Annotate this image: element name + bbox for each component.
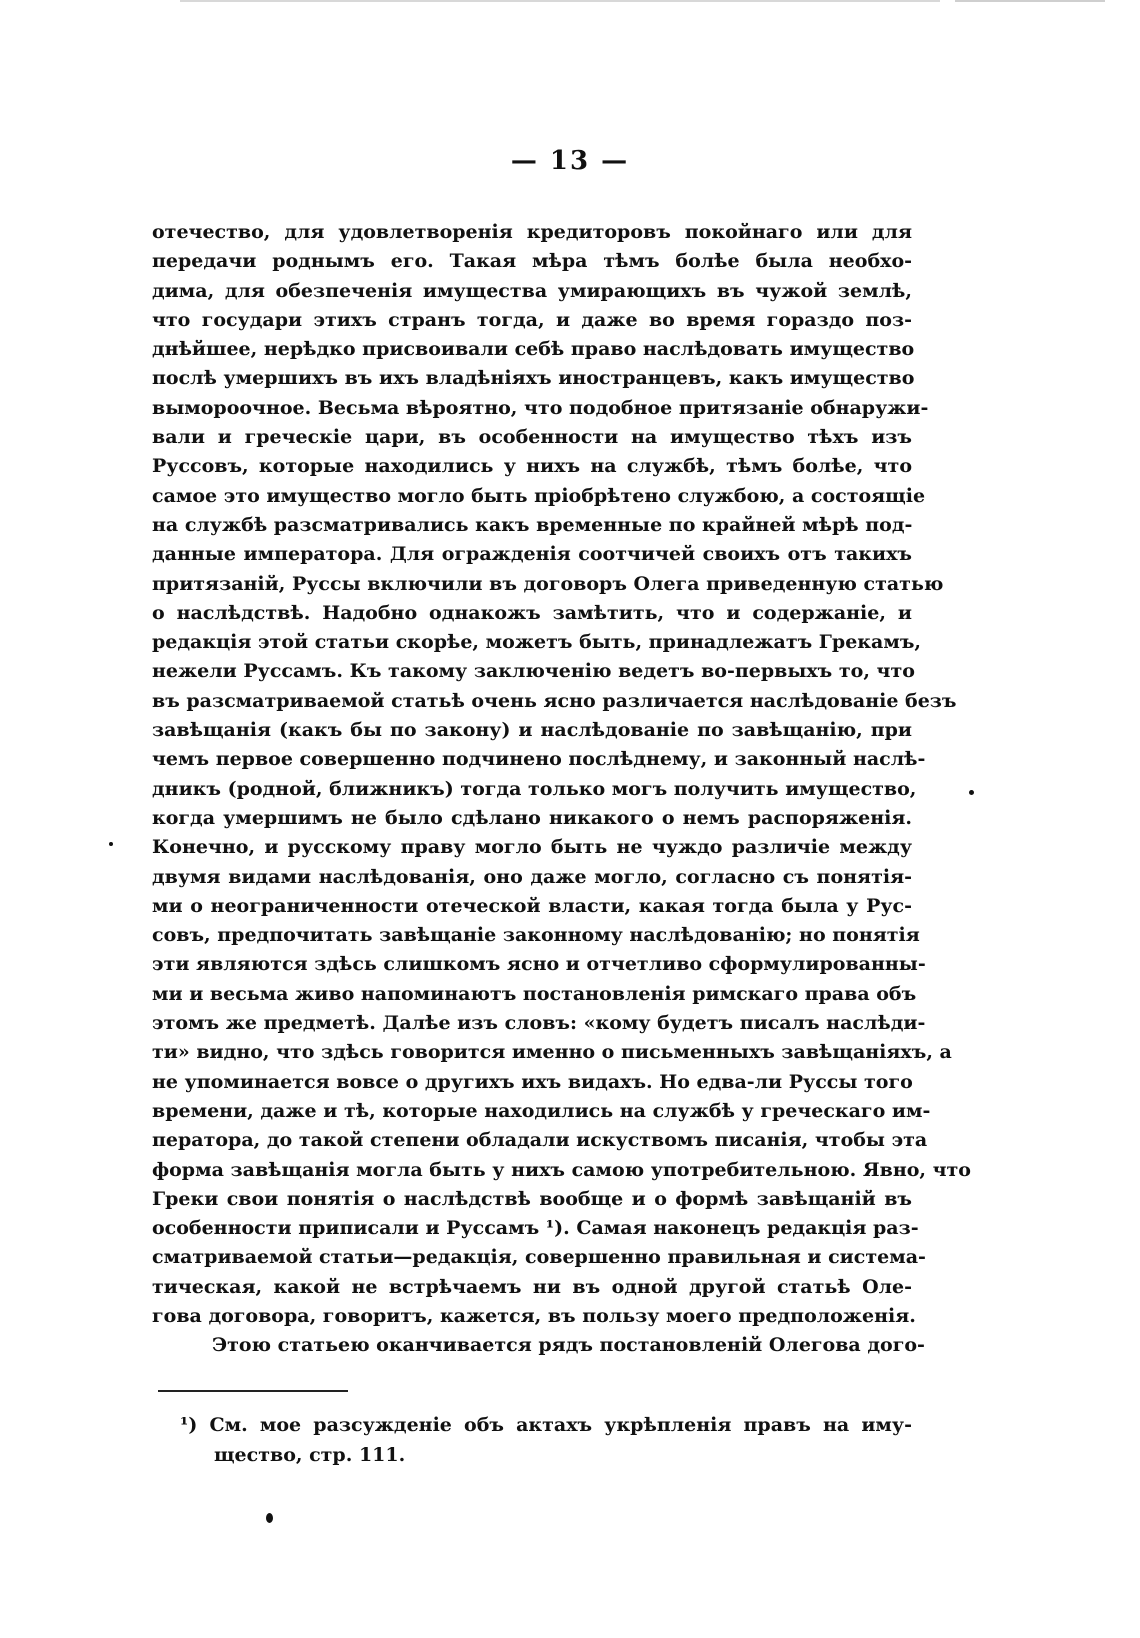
text-line: днѣйшее, нерѣдко присвоивали себѣ право наслѣдовать имущество bbox=[152, 338, 915, 361]
text-line: вымороочное. Весьма вѣроятно, что подобное притязаніе обнаружи- bbox=[152, 396, 929, 419]
footnote-text-1: См. мое разсужденіе объ актахъ укрѣпленія правъ на иму- bbox=[209, 1414, 912, 1436]
text-line: самое это имущество могло быть пріобрѣтено службою, а состоящіе bbox=[152, 484, 926, 507]
text-line: данные императора. Для огражденія соотчичей своихъ отъ такихъ bbox=[152, 543, 912, 566]
text-line: гова договора, говоритъ, кажется, въ пользу моего предположенія. bbox=[152, 1304, 916, 1327]
text-line: вали и греческіе цари, въ особенности на имущество тѣхъ изъ bbox=[152, 426, 912, 449]
text-line: что государи этихъ странъ тогда, и даже во время гораздо поз- bbox=[152, 308, 912, 331]
top-edge-rule bbox=[180, 0, 940, 2]
text-line: совъ, предпочитать завѣщаніе законному наслѣдованію; но понятія bbox=[152, 924, 920, 947]
top-edge-rule-right bbox=[955, 0, 1105, 2]
text-line: сматриваемой статьи—редакція, совершенно правильная и система- bbox=[152, 1246, 926, 1269]
text-line: Руссовъ, которые находились у нихъ на службѣ, тѣмъ болѣе, что bbox=[152, 455, 912, 478]
text-line: въ разсматриваемой статьѣ очень ясно различается наслѣдованіе безъ bbox=[152, 689, 957, 712]
text-line: отечество, для удовлетворенія кредиторовъ покойнаго или для bbox=[152, 221, 912, 243]
text-line: редакція этой статьи скорѣе, можетъ быть, принадлежатъ Грекамъ, bbox=[152, 631, 922, 654]
text-line: форма завѣщанія могла быть у нихъ самою употребительною. Явно, что bbox=[152, 1158, 971, 1181]
footnote-line-2: щество, стр. 111. bbox=[214, 1444, 406, 1466]
text-line: эти являются здѣсь слишкомъ ясно и отчетливо сформулированны- bbox=[152, 953, 926, 976]
text-line: дима, для обезпеченія имущества умирающихъ въ чужой землѣ, bbox=[152, 279, 912, 302]
page-number: — 13 — bbox=[510, 146, 630, 176]
text-line: когда умершимъ не было сдѣлано никакого о немъ распоряженія. bbox=[152, 806, 912, 829]
text-line: послѣ умершихъ въ ихъ владѣніяхъ иностранцевъ, какъ имущество bbox=[152, 367, 915, 390]
scan-speck bbox=[969, 790, 974, 795]
footnote bbox=[180, 1410, 912, 1470]
text-line: этомъ же предметѣ. Далѣе изъ словъ: «кому будетъ писалъ наслѣди- bbox=[152, 1012, 926, 1035]
footnote-marker: ¹) bbox=[180, 1414, 198, 1436]
text-line: Этою статьею оканчивается рядъ постановленій Олегова дого- bbox=[212, 1334, 925, 1357]
text-line: Греки свои понятія о наслѣдствѣ вообще и о формѣ завѣщаній въ bbox=[152, 1187, 912, 1210]
footnote-rule bbox=[158, 1390, 348, 1392]
text-line: дникъ (родной, ближникъ) тогда только могъ получить имущество, bbox=[152, 777, 917, 800]
text-line: ператора, до такой степени обладали искуствомъ писанія, чтобы эта bbox=[152, 1129, 928, 1152]
text-line: тическая, какой не встрѣчаемъ ни въ одной другой статьѣ Оле- bbox=[152, 1275, 912, 1298]
body-text bbox=[152, 218, 971, 1361]
text-line: Конечно, и русскому праву могло быть не чуждо различіе между bbox=[152, 836, 912, 859]
text-line: на службѣ разсматривались какъ временные по крайней мѣрѣ под- bbox=[152, 513, 913, 536]
text-line: передачи роднымъ его. Такая мѣра тѣмъ болѣе была необхо- bbox=[152, 250, 912, 273]
text-line: ми о неограниченности отеческой власти, какая тогда была у Рус- bbox=[152, 894, 912, 917]
text-line: двумя видами наслѣдованія, оно даже могло, согласно съ понятія- bbox=[152, 865, 912, 888]
text-line: завѣщанія (какъ бы по закону) и наслѣдованіе по завѣщанію, при bbox=[152, 719, 912, 742]
text-line: особенности приписали и Руссамъ ¹). Самая наконецъ редакція раз- bbox=[152, 1217, 919, 1240]
scan-speck bbox=[266, 1513, 273, 1523]
text-line: чемъ первое совершенно подчинено послѣднему, и законный наслѣ- bbox=[152, 748, 926, 771]
text-line: о наслѣдствѣ. Надобно однакожъ замѣтить, что и содержаніе, и bbox=[152, 601, 912, 624]
text-line: ми и весьма живо напоминаютъ постановленія римскаго права объ bbox=[152, 982, 917, 1005]
text-line: нежели Руссамъ. Къ такому заключенію ведетъ во-первыхъ то, что bbox=[152, 660, 915, 683]
text-line: не упоминается вовсе о другихъ ихъ видахъ. Но едва-ли Руссы того bbox=[152, 1070, 913, 1093]
text-line: времени, даже и тѣ, которые находились на службѣ у греческаго им- bbox=[152, 1099, 931, 1122]
text-line: ти» видно, что здѣсь говорится именно о письменныхъ завѣщаніяхъ, а bbox=[152, 1041, 952, 1064]
footnote-line-1 bbox=[180, 1410, 912, 1440]
text-line: притязаній, Руссы включили въ договоръ Олега приведенную статью bbox=[152, 572, 944, 595]
scan-speck bbox=[109, 842, 113, 846]
